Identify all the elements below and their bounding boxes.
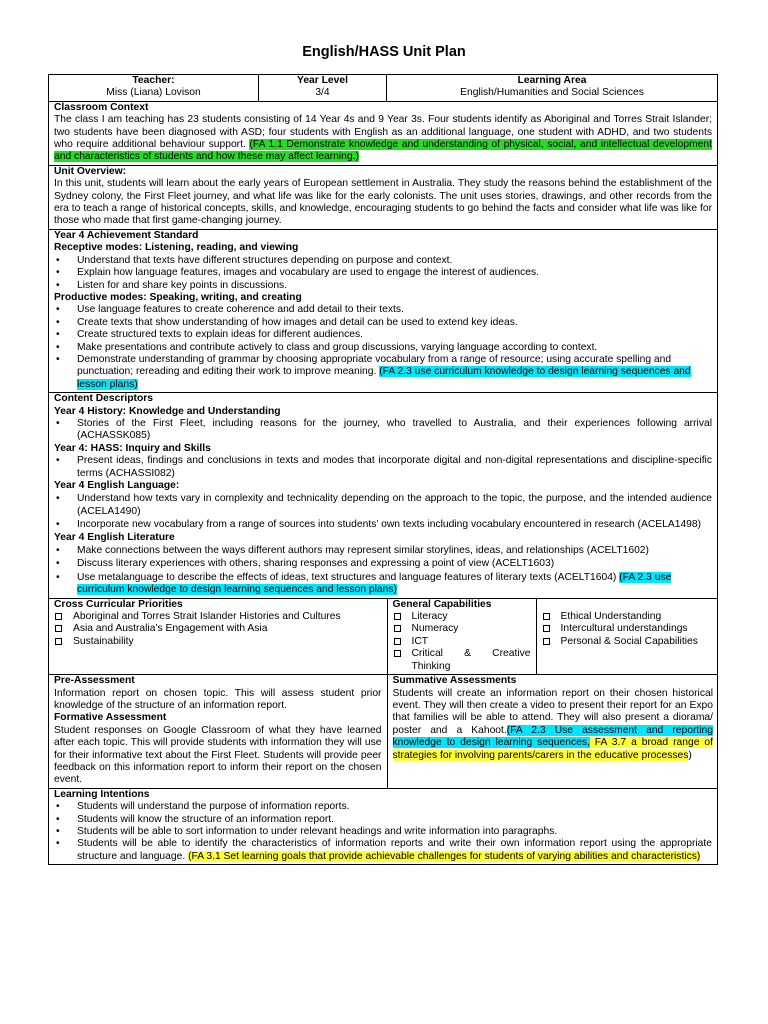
general-capabilities — [387, 599, 536, 674]
checkbox-icon — [55, 625, 62, 632]
classroom-context-body: The class I am teaching has 23 students consisting of 14 Year 4s and 9 Year 3s. Four students identify as Aboriginal and Torres Strait Islander; two students have been diagnosed with ASD; four students with English as an additional language, one student with ADHD, and two students who require additional behaviour support. — [54, 114, 712, 151]
list-item — [54, 354, 712, 391]
achievement-standard-heading: Year 4 Achievement Standard — [54, 229, 199, 241]
learning-area-value: English/Humanities and Social Sciences — [460, 87, 644, 99]
assessment-row — [49, 675, 718, 789]
capabilities-list-2 — [542, 611, 714, 648]
learning-intentions-list — [54, 801, 712, 863]
list-item-text: Students will be able to identify the characteristics of information reports and write their own information report using the appropriate structure and language. — [77, 838, 712, 862]
unit-overview-row — [49, 165, 718, 229]
learning-intentions-cell — [49, 788, 718, 864]
content-descriptors-cell — [49, 393, 718, 599]
capability-label: Critical & Creative Thinking — [411, 648, 531, 672]
summative-assessment — [387, 675, 718, 788]
list-item — [54, 623, 382, 635]
history-heading: Year 4 History: Knowledge and Understanding — [54, 405, 281, 417]
summative-close: ) — [688, 749, 692, 761]
fa-2-3-highlight: (FA 2.3 Use assessment and reporting knowledge to design learning sequences, — [392, 724, 713, 749]
list-item: • Use language features to create coherence and add detail to their texts. — [54, 304, 712, 316]
learning-area-label: Learning Area — [517, 75, 587, 86]
english-literature-list — [54, 545, 712, 597]
cross-curricular-priorities — [49, 599, 387, 674]
classroom-context-text — [54, 114, 712, 164]
fa-3-1-highlight: (FA 3.1 Set learning goals that provide achievable challenges for students of varying abilities and characteristics) — [188, 850, 701, 862]
capability-label: Ethical Understanding — [560, 611, 662, 623]
checkbox-icon — [394, 638, 401, 645]
priorities-list — [54, 611, 382, 648]
list-item: • Understand that texts have different structures depending on purpose and context. — [54, 255, 712, 267]
list-item — [542, 636, 714, 648]
list-item — [54, 838, 712, 863]
priorities-heading: Cross Curricular Priorities — [54, 598, 183, 610]
general-capabilities-2 — [536, 599, 718, 674]
priority-label: Sustainability — [73, 635, 134, 647]
achievement-standard-row — [49, 229, 718, 392]
learning-area-cell — [387, 75, 718, 102]
classroom-context-heading: Classroom Context — [54, 101, 149, 113]
unit-overview-cell — [49, 165, 718, 229]
hass-heading: Year 4: HASS: Inquiry and Skills — [54, 442, 211, 454]
list-item: • Stories of the First Fleet, including reasons for the journey, who travelled to Australia, and their experiences following arrival (ACHASSK085) — [54, 418, 712, 443]
capability-label: Intercultural understandings — [560, 623, 688, 635]
fa-2-3-highlight: (FA 2.3 use curriculum knowledge to design learning sequences and lesson plans) — [77, 571, 672, 596]
teacher-cell — [49, 75, 259, 102]
year-level-value: 3/4 — [315, 87, 330, 99]
priorities-capabilities-inner — [49, 599, 718, 674]
list-item — [393, 611, 531, 623]
formative-assessment-text: Student responses on Google Classroom of what they have learned after each topic. This will provide students with information they will use for their informative text about the First Fleet. Students will provide peer feedback on this information report to inform their report on the chosen event. — [54, 724, 382, 786]
checkbox-icon — [543, 613, 550, 620]
list-item: • Students will know the structure of an information report. — [54, 814, 712, 826]
summative-body: Students will create an information report on their chosen historical event. They will then create a video to present their report for an Expo that families will be able to attend. They will also present a diorama/ poster and a Kahoot. — [392, 687, 713, 736]
checkbox-icon — [394, 613, 401, 620]
fa-2-3-highlight: (FA 2.3 use curriculum knowledge to design learning sequences and lesson plans) — [77, 366, 691, 390]
header-row — [49, 75, 718, 102]
fa-3-7-highlight: FA 3.7 a broad range of strategies for involving parents/carers in the educative processes — [392, 737, 713, 761]
english-language-heading: Year 4 English Language: — [54, 480, 180, 491]
year-level-label: Year Level — [297, 75, 348, 86]
list-item: • Students will understand the purpose of information reports. — [54, 801, 712, 813]
capability-label: Personal & Social Capabilities — [560, 635, 698, 647]
priority-label: Asia and Australia’s Engagement with Asia — [73, 623, 268, 635]
checkbox-icon — [543, 638, 550, 645]
capabilities-heading: General Capabilities — [392, 598, 492, 610]
checkbox-icon — [55, 613, 62, 620]
classroom-context-cell — [49, 101, 718, 165]
unit-overview-heading: Unit Overview: — [54, 165, 127, 177]
list-item — [542, 611, 714, 623]
content-descriptors-heading: Content Descriptors — [54, 393, 153, 405]
teacher-label: Teacher: — [132, 75, 175, 86]
list-item: • Incorporate new vocabulary from a range of sources into students’ own texts including vocabulary encountered in research (ACELA1498) — [54, 519, 712, 531]
checkbox-icon — [394, 625, 401, 632]
list-item: • Make presentations and contribute actively to class and group discussions, varying language according to context. — [54, 342, 712, 354]
english-language-list — [54, 493, 712, 531]
receptive-modes-list — [54, 255, 712, 292]
capabilities-list-1 — [393, 611, 531, 673]
assessment-inner — [49, 675, 718, 788]
priorities-capabilities-cell — [49, 598, 718, 674]
list-item — [542, 623, 714, 635]
english-literature-heading: Year 4 English Literature — [54, 531, 175, 543]
list-item-text: Use metalanguage to describe the effects of ideas, text structures and language features of literary texts (ACELT1604) — [77, 571, 620, 583]
list-item-text: Demonstrate understanding of grammar by choosing appropriate vocabulary from a range of resource; using accurate spelling and punctuation; rereading and editing their work to improve meaning. — [77, 353, 672, 378]
learning-intentions-row — [49, 788, 718, 864]
priorities-capabilities-row — [49, 598, 718, 674]
receptive-modes-heading: Receptive modes: Listening, reading, and viewing — [54, 242, 299, 254]
teacher-value: Miss (Liana) Lovison — [106, 87, 201, 99]
list-item: • Create texts that show understanding of how images and detail can be used to extend key ideas. — [54, 317, 712, 329]
capability-label: Literacy — [411, 611, 448, 623]
capability-label: Numeracy — [411, 623, 459, 635]
list-item: • Explain how language features, images and vocabulary are used to engage the interest of audiences. — [54, 267, 712, 279]
unit-overview-text: In this unit, students will learn about the early years of European settlement in Australia. They study the reasons behind the establishment of the Sydney colony, the First Fleet journey, and what life was like for the early colonists. The unit uses stories, drawings, and other records from the era to teach a range of historical concepts, skills, and knowledge, encouraging students to go behind the facts and consider what life was like for those who made that first game-changing journey. — [54, 178, 712, 227]
summative-assessment-text — [393, 688, 714, 762]
formative-assessment-heading: Formative Assessment — [54, 712, 167, 724]
hass-list — [54, 455, 712, 480]
capability-label: ICT — [411, 635, 429, 647]
list-item: • Create structured texts to explain ideas for different audiences. — [54, 329, 712, 341]
history-list — [54, 418, 712, 443]
list-item: • Students will be able to sort information to under relevant headings and write information into paragraphs. — [54, 826, 712, 838]
year-level-cell — [259, 75, 387, 102]
list-item: • Discuss literary experiences with others, sharing responses and expressing a point of view (ACELT1603) — [54, 558, 712, 570]
list-item — [54, 572, 712, 597]
productive-modes-list — [54, 304, 712, 391]
checkbox-icon — [394, 650, 401, 657]
list-item: • Listen for and share key points in discussions. — [54, 280, 712, 292]
list-item: • Understand how texts vary in complexity and technicality depending on the approach to the topic, the purpose, and the intended audience (ACELA1490) — [54, 493, 712, 518]
summative-assessment-heading: Summative Assessments — [392, 675, 517, 687]
productive-modes-heading: Productive modes: Speaking, writing, and creating — [54, 291, 302, 303]
pre-assessment-heading: Pre-Assessment — [54, 675, 135, 687]
pre-formative-assessment — [49, 675, 387, 788]
classroom-context-row — [49, 101, 718, 165]
list-item — [393, 636, 531, 648]
fa-1-1-highlight: (FA 1.1 Demonstrate knowledge and understanding of physical, social, and intellectual development and characteristics of students and how these may affect learning.) — [54, 139, 712, 163]
content-descriptors-row — [49, 393, 718, 599]
list-item — [393, 648, 531, 673]
pre-assessment-text: Information report on chosen topic. This will assess student prior knowledge of the structure of an information report. — [54, 687, 382, 711]
unit-plan-table — [48, 74, 718, 865]
list-item — [54, 636, 382, 648]
list-item — [393, 623, 531, 635]
document-title: English/HASS Unit Plan — [302, 44, 466, 60]
learning-intentions-heading: Learning Intentions — [54, 788, 150, 800]
priority-label: Aboriginal and Torres Strait Islander Histories and Cultures — [73, 611, 341, 623]
checkbox-icon — [55, 638, 62, 645]
assessment-cell — [49, 675, 718, 789]
list-item — [54, 611, 382, 623]
achievement-standard-cell — [49, 229, 718, 392]
list-item: • Present ideas, findings and conclusions in texts and modes that incorporate digital and non-digital representations and discipline-specific terms (ACHASSI082) — [54, 455, 712, 480]
list-item: • Make connections between the ways different authors may represent similar storylines, ideas, and relationships (ACELT1602) — [54, 545, 712, 557]
checkbox-icon — [543, 625, 550, 632]
